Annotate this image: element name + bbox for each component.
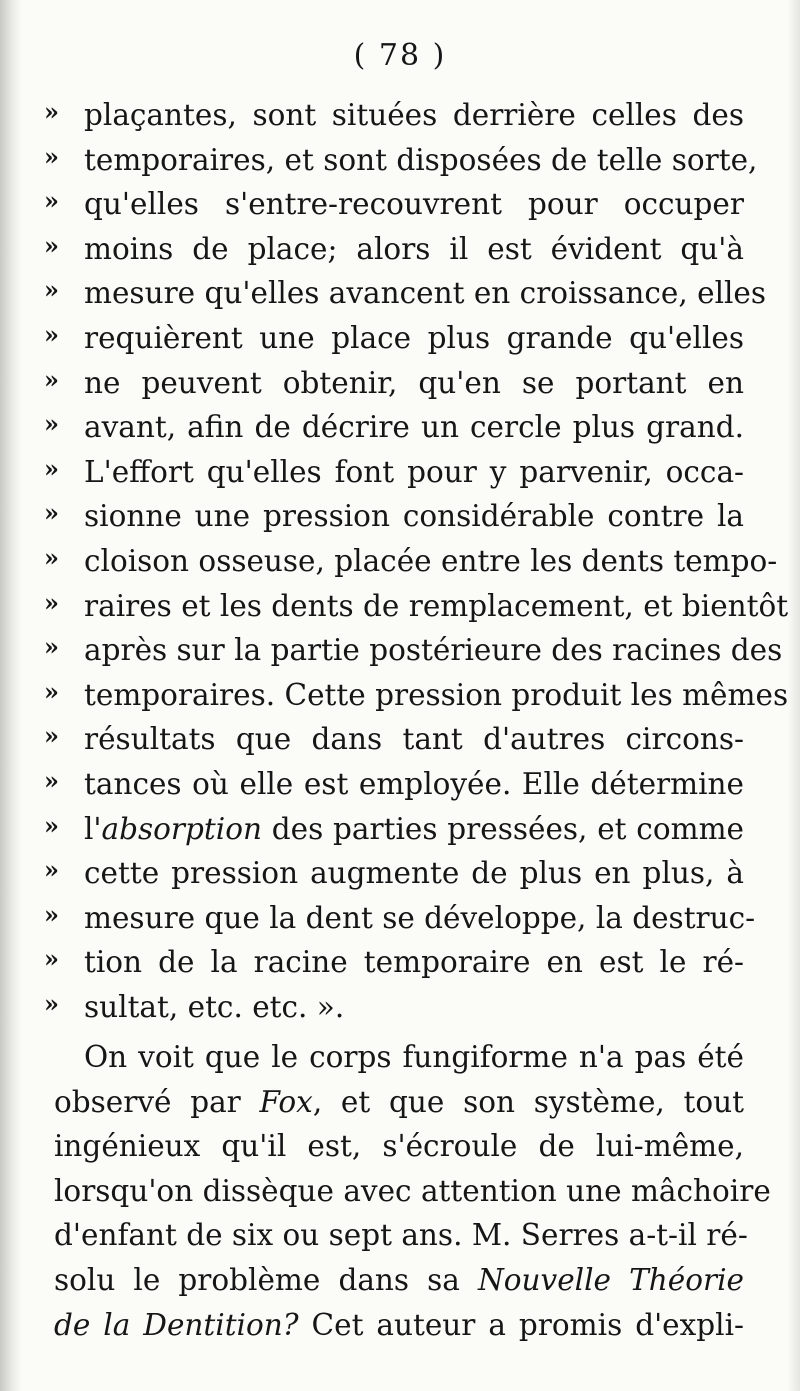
quote-line-text: requièrent une place plus grande qu'elles [84,321,744,355]
paragraph-line: solu le problème dans sa Nouvelle Théorie [54,1263,744,1297]
paragraph-line: de la Dentition? Cet auteur a promis d'expli- [54,1307,744,1342]
quote-line [0,494,800,538]
italic-term: Nouvelle Théorie [477,1263,744,1297]
quote-line-text: mesure que la dent se développe, la destruc- [84,900,756,935]
paragraph-line: observé par Fox, et que son système, tout [54,1084,745,1119]
paragraph-line: d'enfant de six ou sept ans. M. Serres a-t-il ré- [54,1218,748,1253]
quote-marker: » [44,141,59,171]
quote-marker: » [44,810,59,840]
quote-marker: » [44,587,59,617]
quote-line [0,673,800,717]
italic-term: Fox [259,1084,313,1119]
italic-term: absorption [101,811,262,846]
quote-marker: » [44,364,59,394]
quote-line-text: mesure qu'elles avancent en croissance, elles [84,276,767,311]
quote-marker: » [44,899,59,929]
quote-line-text: résultats que dans tant d'autres circons- [84,722,744,757]
quote-line [0,138,800,182]
quote-marker: » [44,721,59,751]
quote-line-text: temporaires, et sont disposées de telle sorte, [84,142,758,177]
quote-marker: » [44,230,59,260]
quote-line-text: l'absorption des parties pressées, et comme [84,811,744,846]
page-number: ( 78 ) [353,38,447,73]
quote-line-text: cette pression augmente de plus en plus, à [84,856,744,891]
quote-line-text: sultat, etc. etc. ». [84,990,345,1024]
quote-marker: » [44,855,59,885]
quote-line [0,539,800,583]
quote-line-text: sionne une pression considérable contre la [84,499,744,534]
quote-line [0,93,800,137]
quote-line-text: tion de la racine temporaire en est le ré- [84,945,744,980]
quote-line-text: après sur la partie postérieure des racines des [84,633,783,668]
quote-marker: » [44,97,59,126]
quote-line-text: L'effort qu'elles font pour y parvenir, occa- [84,454,744,489]
quote-marker: » [44,320,59,349]
paragraph-line: ingénieux qu'il est, s'écroule de lui-même, [54,1129,744,1164]
quote-marker: » [44,543,59,572]
quote-line [0,316,800,360]
quote-marker: » [44,275,59,305]
quote-marker: » [44,453,59,483]
quote-line [0,985,800,1029]
quote-line [0,271,800,315]
quote-line-text: cloison osseuse, placée entre les dents tempo- [84,544,778,578]
paragraph-line: On voit que le corps fungiforme n'a pas été [84,1040,744,1074]
quote-line-text: moins de place; alors il est évident qu'à [84,231,744,266]
quote-line [0,628,800,672]
quote-marker: » [44,632,59,662]
quote-marker: » [44,186,59,216]
quote-line [0,717,800,761]
paragraph-line: lorsqu'on dissèque avec attention une mâchoire [54,1173,771,1208]
quote-line-text: avant, afin de décrire un cercle plus grand. [84,410,744,445]
quote-marker: » [44,766,59,795]
quote-marker: » [44,989,59,1018]
italic-term: de la Dentition? [54,1307,299,1342]
quote-line [0,182,800,226]
quote-line-text: qu'elles s'entre-recouvrent pour occuper [84,187,744,222]
quote-marker: » [44,409,59,439]
quote-marker: » [44,944,59,974]
quote-marker: » [44,676,59,706]
quote-line-text: temporaires. Cette pression produit les mêmes [84,677,789,712]
quote-line [0,450,800,494]
quote-marker: » [44,498,59,528]
quote-line-text: ne peuvent obtenir, qu'en se portant en [84,365,744,400]
quote-line [0,405,800,449]
quote-line-text: tances où elle est employée. Elle détermine [84,767,744,801]
quote-line [0,584,800,628]
quote-line [0,807,800,851]
quote-line [0,361,800,405]
quote-line [0,940,800,984]
quote-line [0,896,800,940]
quote-line [0,851,800,895]
quote-line [0,762,800,806]
quote-line-text: raires et les dents de remplacement, et bientôt [84,588,789,623]
quote-line-text: plaçantes, sont situées derrière celles des [84,98,744,132]
quote-line [0,227,800,271]
